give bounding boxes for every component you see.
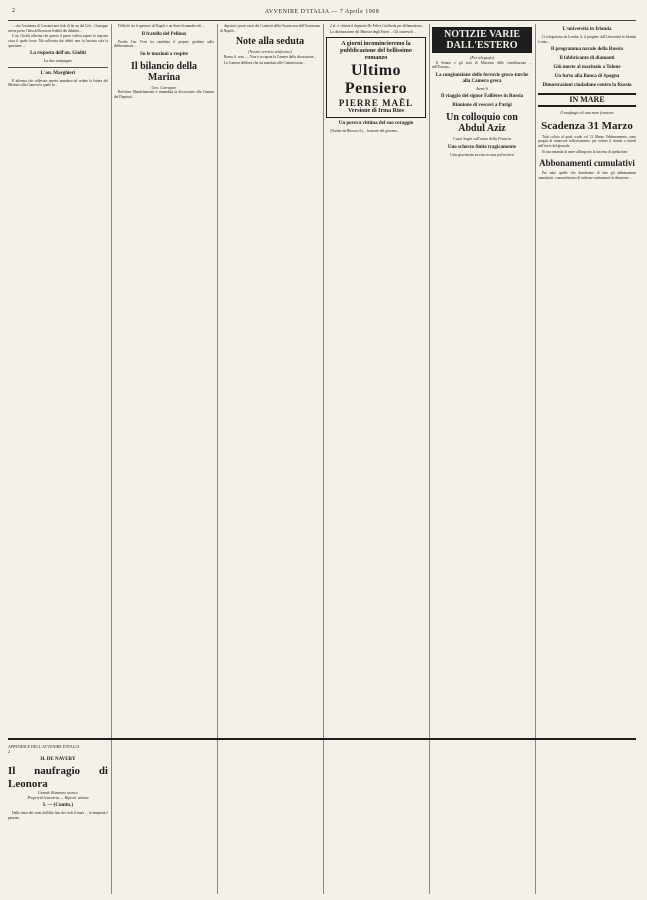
- col5-title-six: Uno scherzo finito tragicamente: [447, 144, 517, 150]
- col1-section-two-body: E afferma che sollevato questo mandava ad ordine la lettera del Ministro alla Camera la quale fu ...: [8, 78, 108, 88]
- feuilleton-chapter: I. — (Contin.): [42, 803, 73, 809]
- col3-title-one: Note alla seduta: [235, 36, 305, 48]
- col2-body-one: Perche l'on. Ferri ha cambiato il proprio giudizio sulla deliberazione ...: [114, 39, 214, 49]
- col1-body: L'on. Gioliti afferma che questo il paese voleva sapere la risposta circa il quale fosse. Ma sollevata dai debiti non fu lasciata sola la questione ...: [8, 34, 108, 48]
- col4-lead: 2 al. e. chieste il deputato De Felice Gioffreda per diffamazione...: [330, 24, 425, 28]
- col3-subtitle-one: (Nostro servizio telefonico): [248, 49, 292, 55]
- feuilleton-label: APPENDICE DELL'AVVENIRE D'ITALIA: [8, 744, 80, 749]
- col3-body-two: La Camera delibera che sia mandato alle Commissioni...: [224, 60, 306, 65]
- feuilleton-number: 2: [8, 749, 10, 754]
- feuilleton-author: H. DE NAVERY: [40, 757, 76, 762]
- col6-title-three: Il fabbricante di diamanti: [559, 56, 615, 62]
- col6-title-one: L'università in Irlanda: [562, 27, 612, 32]
- col1-sub-subtitle: La due campagne: [43, 58, 73, 64]
- column-rule: [111, 24, 112, 894]
- newspaper-page: [8, 0, 636, 900]
- novel-announcement-box: [326, 37, 426, 118]
- col3-lead: deputati i punti vuoti dei Comitati della Giunta non dell'Assistenza di Napoli...: [220, 24, 320, 33]
- col5-subtitle-five: I suoi Sogni sull'aiuto della Francia: [453, 136, 511, 142]
- col6-title-four: Giù morte al marinaio a Tolone: [553, 65, 621, 71]
- feuilleton-section: [8, 738, 636, 820]
- scadenza-note: Si raccomanda di unire all'importo la fascetta di spedizione.: [542, 149, 628, 154]
- page-header: [8, 6, 636, 21]
- col4-section-two-body: (Notizie da Brescia, 6) ... la morte del giovane...: [330, 128, 400, 133]
- col2-subtitle-three: Gen. Carrapter: [151, 84, 177, 90]
- feuilleton-title: Il naufragio di Leonora: [8, 765, 108, 790]
- column-rule: [323, 24, 324, 894]
- feuilleton-column: [8, 744, 108, 894]
- col5-title-three: Il viaggio del signor Fallières in Russia: [440, 94, 524, 100]
- novel-notice-title: A giorni incomincieremo la pubblicazione del bellissimo romanzo: [340, 41, 412, 62]
- col5-title-four: Riunione di vescovi a Parigi: [452, 103, 512, 109]
- col3-body-one: Roma, 6, sera. — Non è occupata la Camera dalla discussione...: [224, 54, 317, 59]
- col4-body: La dichiarazione dei Ministri degli Esteri ... Gli onorevoli ...: [330, 29, 417, 34]
- col1-section-two: L'on. Marghieri: [40, 70, 76, 76]
- col1-lead: ... che l'esattezza di Caesana non fede di lei un dal Ceb... Giuseppe aveva preso l'idea della nuova fedeltà dei dibattiti...: [8, 24, 108, 33]
- column-rule: [217, 24, 218, 894]
- abbonamenti-title: Abbonamenti cumulativi: [539, 158, 635, 169]
- feuilleton-rights: Proprietà letteraria — Riprod. vietata: [27, 794, 89, 800]
- feuilleton-subtitle: Grande Romanzo storico: [37, 790, 79, 795]
- feuilleton-body: Dalla cima dei venti dall'alto lato dei cieli il mare ... la tempesta è passata...: [8, 811, 108, 820]
- col1-sub-title: La risposta dell'on. Gioliti: [30, 51, 86, 57]
- col2-title-three: Il bilancio della Marina: [130, 60, 198, 83]
- scadenza-body: Tutti coloro al quali scade col 31 Marzo l'abbonamento, sono pregati di rinnovare sollecitamente, per evitare il ritardo o ritardi nell'invio del giornale.: [538, 134, 636, 148]
- divider: [8, 67, 108, 68]
- col5-subtitle-one: (Per telegrafo): [470, 55, 494, 60]
- col6-title-six: Dimostrazioni ciudadane contro la Russia: [542, 83, 632, 89]
- col2-body-three: Bolettino Mandolamento è rimandata la discussione alla Camera dei Deputati...: [114, 90, 214, 99]
- novel-author: PIERRE MAËL: [338, 98, 414, 109]
- column-6: [538, 24, 636, 894]
- column-4: [326, 24, 426, 894]
- abbonamenti-body: Per tutte quelle che desiderano di fare gli abbonamenti cumulativi, comunichiamo di indicare esattamente la direzione, ...: [538, 171, 636, 180]
- col2-title-one: Il fratello del Pelloux: [141, 31, 187, 37]
- col6-title-seven: IN MARE: [538, 93, 636, 107]
- novel-translation: Versione di Irma Rios: [348, 108, 404, 115]
- col5-subtitle-two: Atene 6: [475, 85, 489, 91]
- column-5: [432, 24, 532, 894]
- col4-section-two: Un povera vittima del suo coraggio: [338, 120, 414, 126]
- col6-body-one: Ci telegrafano da Londra, 6: il progetto sull'Università in Irlanda è stato...: [538, 35, 636, 44]
- novel-title: Ultimo Pensiero: [344, 62, 408, 98]
- col2-title-two: Su le mozioni a respite: [140, 51, 188, 57]
- col6-subtitle-seven: Il naufragio di una nave francese: [560, 110, 614, 116]
- page-number: 2: [12, 8, 16, 14]
- column-rule: [429, 24, 430, 894]
- col6-title-two: Il programma navale della Russia: [550, 47, 624, 53]
- column-3: [220, 24, 320, 894]
- col5-title-one: NOTIZIE VARIE DALL'ESTERO: [432, 27, 532, 53]
- col6-title-five: Un furto alla Banca di Spagna: [554, 74, 620, 80]
- col5-title-five: Un colloquio con Abdul Aziz: [446, 112, 518, 135]
- col5-body-one: Il Senato e gli stati di Missione delle contribuzioni ... nell'Europa...: [432, 60, 532, 70]
- column-rule: [535, 24, 536, 894]
- scadenza-title: Scadenza 31 Marzo: [541, 119, 633, 132]
- col5-subtitle-six: Una giovinetta uccisa in una polveriera: [450, 151, 514, 157]
- running-head: AVVENIRE D'ITALIA — 7 Aprile 1908: [264, 9, 380, 15]
- col2-lead: Difficile sia il questore di Napoli e un Stato Scannabecchi ...: [118, 24, 205, 28]
- col5-title-two: La congiunzione delle ferrovie greco-turche alla Camera greca: [435, 72, 529, 84]
- column-2: [114, 24, 214, 894]
